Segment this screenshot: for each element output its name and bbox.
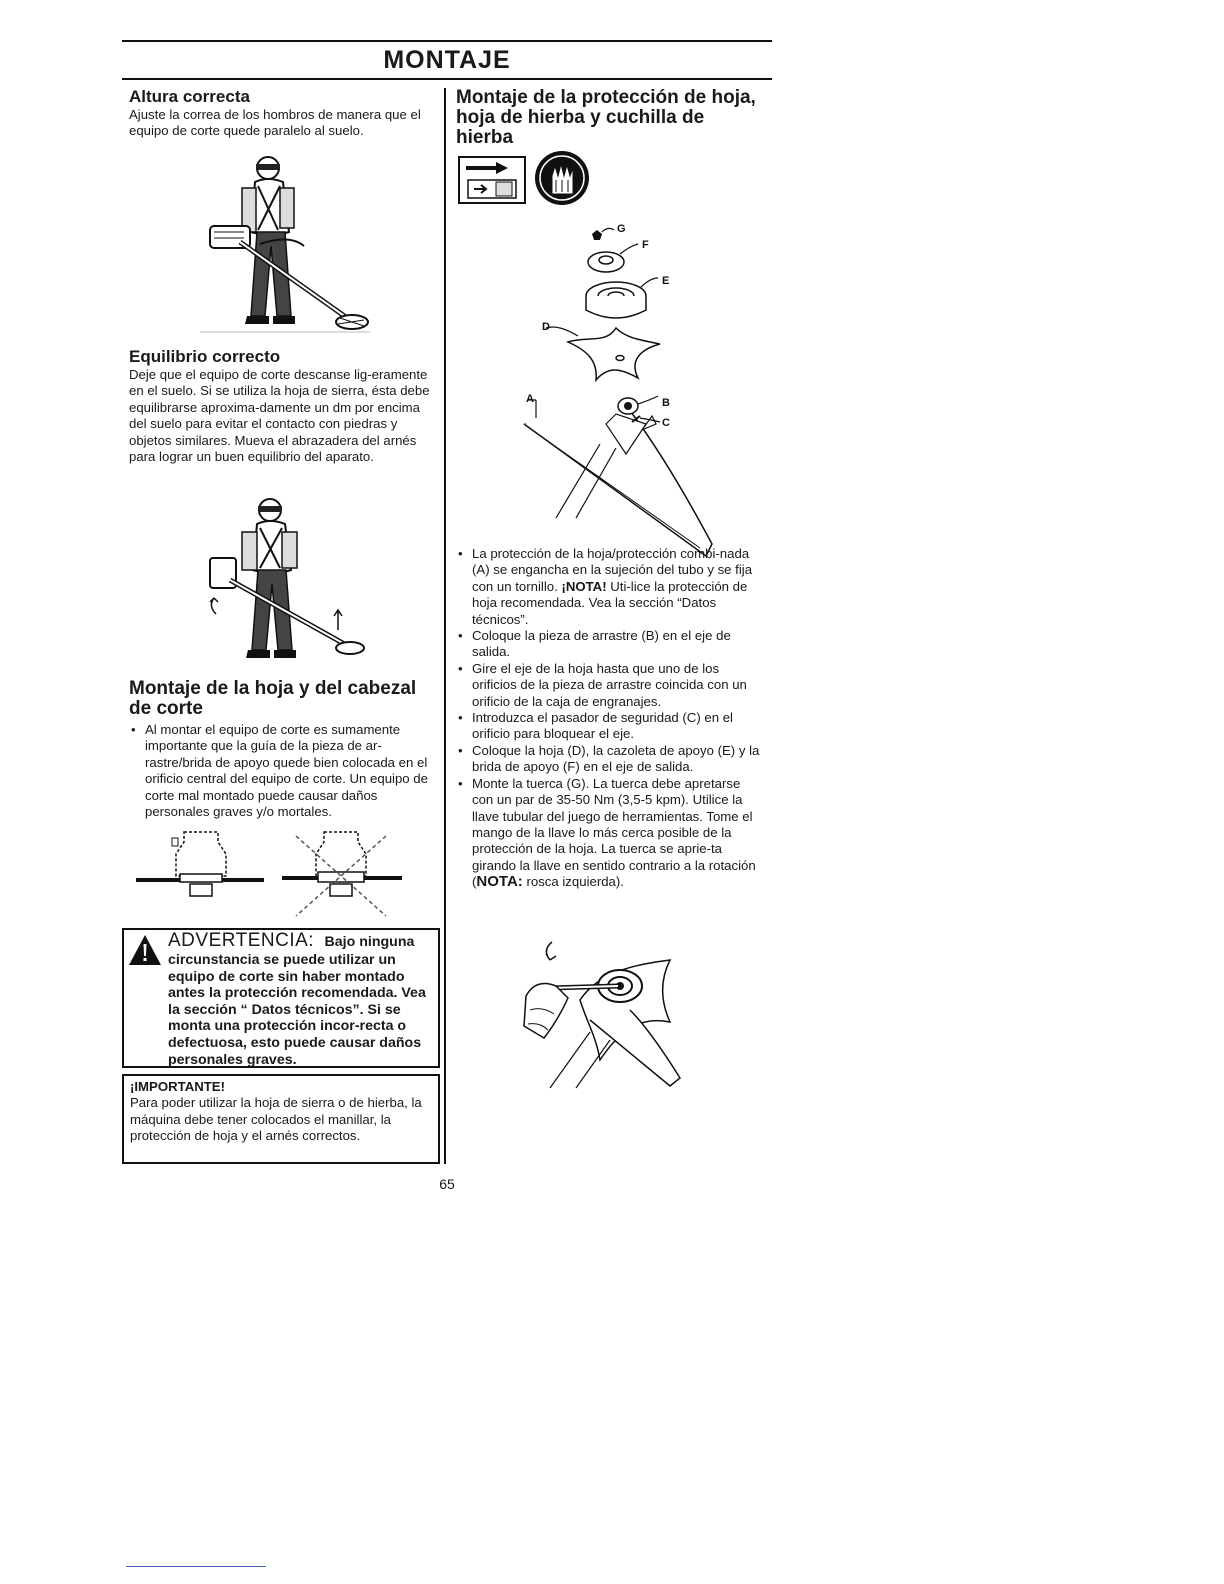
manual-reference-icon <box>458 156 526 204</box>
important-text: Para poder utilizar la hoja de sierra o de hierba, la máquina debe tener colocados el manillar, la protección de hoja y el arnés correctos. <box>130 1095 422 1144</box>
warning-lead: Bajo ninguna <box>324 934 415 950</box>
page-title: MONTAJE <box>383 46 511 74</box>
support-cup-e <box>586 275 669 318</box>
label-g: G <box>617 223 626 235</box>
column-divider <box>444 88 446 1164</box>
correct-mounting <box>136 832 264 896</box>
section-heading: Altura correcta <box>129 87 250 106</box>
list-item: • Coloque la hoja (D), la cazoleta de apoyo (E) y la brida de apoyo (F) en el eje de salida. <box>472 743 760 776</box>
driver-b <box>618 396 670 414</box>
section-proteccion <box>456 88 766 148</box>
warning-title: ADVERTENCIA: <box>168 930 315 951</box>
operator-balance-illustration <box>200 488 370 668</box>
bullet-list <box>456 546 760 891</box>
section-text: Deje que el equipo de corte descanse lig-eramente en el suelo. Si se utiliza la hoja de sierra, ésta debe equilibrarse aproxima-damente un dm por encima del suelo para evitar el contacto con piedras y objetos similares. Mueva el abrazadera del arnés para lograr un buen equilibrio del aparato. <box>129 367 430 465</box>
important-box <box>122 1074 440 1164</box>
nut-g <box>592 223 626 240</box>
section-altura <box>129 88 434 140</box>
section-montaje-hoja <box>129 679 437 820</box>
section-heading: Montaje de la hoja y del cabezal de corte <box>129 678 417 719</box>
label-b: B <box>662 397 670 409</box>
section-equilibrio <box>129 348 434 465</box>
operator-height-illustration <box>200 150 370 340</box>
warning-text: circunstancia se puede utilizar un equipo de corte sin haber montado antes la protección recomendada. Vea la sección “ Datos técnicos”. Si se monta una protección incor-recta o defectuosa, esto puede causar daños personales graves. <box>168 952 426 1068</box>
important-title: ¡IMPORTANTE! <box>130 1079 225 1094</box>
label-e: E <box>662 275 670 287</box>
label-d: D <box>542 321 550 333</box>
blade-assembly-exploded-diagram <box>516 218 746 536</box>
page-number: 65 <box>439 1176 455 1192</box>
warning-triangle-icon <box>128 934 162 966</box>
section-heading: Montaje de la protección de hoja, hoja de hierba y cuchilla de hierba <box>456 87 756 148</box>
top-rule <box>122 40 772 42</box>
tightening-nut-illustration <box>520 940 700 1088</box>
assembly-steps <box>456 546 760 891</box>
list-item: • Coloque la pieza de arrastre (B) en el eje de salida. <box>472 628 760 661</box>
incorrect-mounting <box>282 832 402 916</box>
footnote-rule <box>126 1566 266 1567</box>
label-a: A <box>526 393 534 405</box>
list-item: • Introduzca el pasador de seguridad (C) en el orificio para bloquear el eje. <box>472 710 760 743</box>
label-f: F <box>642 239 649 251</box>
section-heading: Equilibrio correcto <box>129 347 281 366</box>
flange-f <box>588 239 649 272</box>
bullet-list <box>129 722 437 820</box>
warning-box <box>122 928 440 1068</box>
list-item: • Monte la tuerca (G). La tuerca debe apretarse con un par de 35-50 Nm (3,5-5 kpm). Utilice la llave tubular del juego de herramientas. Tome el mango de la llave lo más cerca posible de la protección de la hoja. La tuerca se aprie-ta girando la llave en sentido contrario a la rotación (NOTA: rosca izquierda). <box>472 776 760 891</box>
label-c: C <box>662 417 670 429</box>
section-text: Ajuste la correa de los hombros de manera que el equipo de corte quede paralelo al suelo. <box>129 107 421 139</box>
list-item: • Al montar el equipo de corte es sumamente importante que la guía de la pieza de ar-rastre/brida de apoyo quede bien colocada en el orificio central del equipo de corte. Un equipo de corte mal montado puede causar daños personales graves y/o mortales. <box>145 722 437 820</box>
list-item: • La protección de la hoja/protección combi-nada (A) se engancha en la sujeción del tubo y se fija con un tornillo. ¡NOTA! Uti-lice la protección de hoja recomendada. Vea la sección “Datos técnicos”. <box>472 546 760 628</box>
blade-mounting-comparison-illustration <box>136 828 406 920</box>
title-underline <box>122 78 772 80</box>
gloves-icon <box>534 150 590 206</box>
blade-d <box>542 321 660 380</box>
list-item: • Gire el eje de la hoja hasta que uno de los orificios de la pieza de arrastre coincida con un orificio de la caja de engranajes. <box>472 661 760 710</box>
